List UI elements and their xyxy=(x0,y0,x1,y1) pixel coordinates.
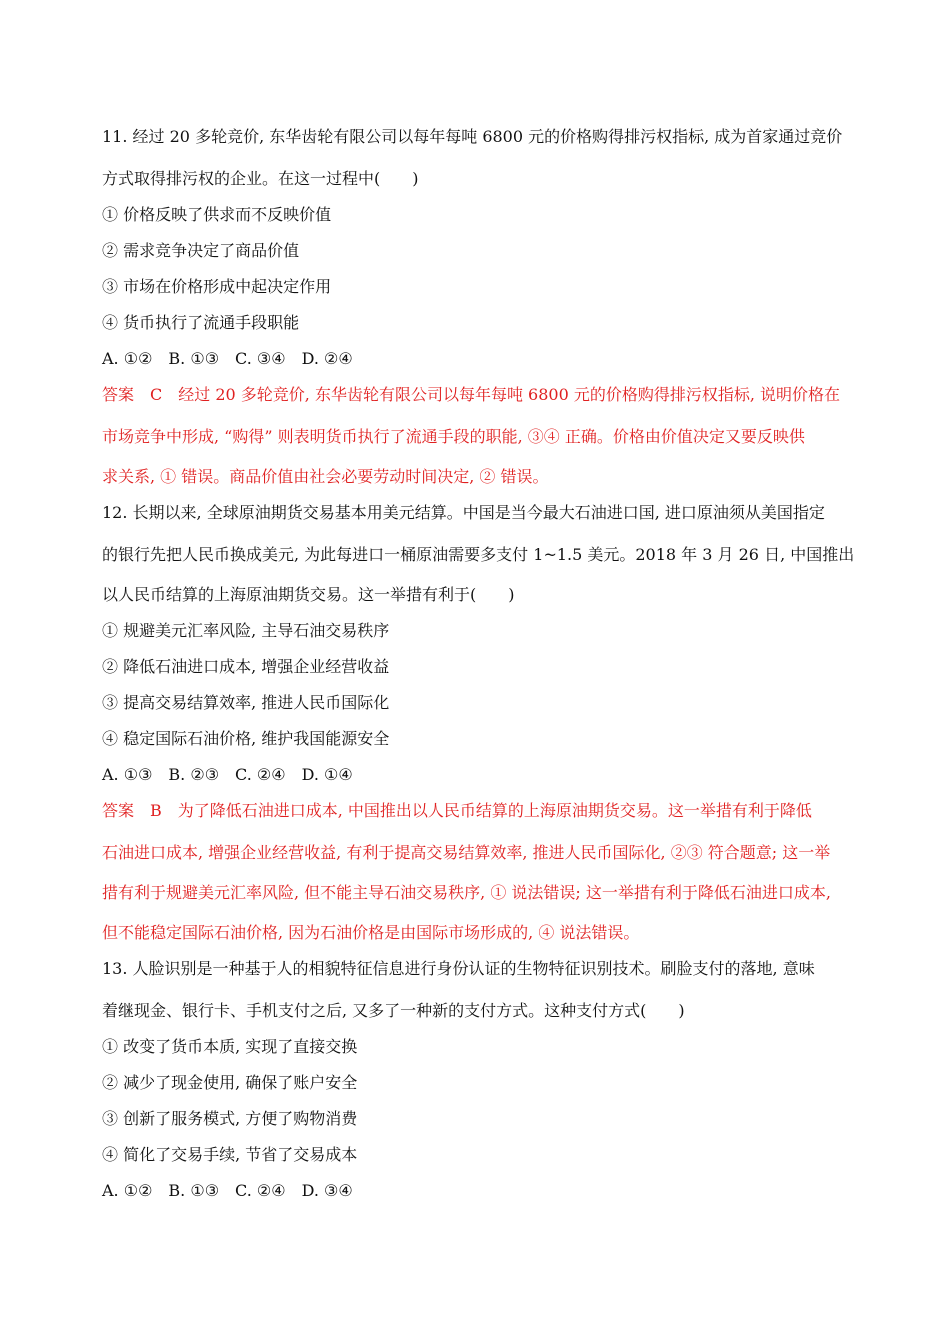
q12-option-3: ③ 提高交易结算效率, 推进人民币国际化 xyxy=(102,693,390,712)
q12-option-2: ② 降低石油进口成本, 增强企业经营收益 xyxy=(102,657,390,676)
q13-option-2: ② 减少了现金使用, 确保了账户安全 xyxy=(102,1073,358,1092)
q11-option-3: ③ 市场在价格形成中起决定作用 xyxy=(102,277,332,296)
q13-option-4: ④ 简化了交易手续, 节省了交易成本 xyxy=(102,1145,358,1164)
q12-answer-line-2: 石油进口成本, 增强企业经营收益, 有利于提高交易结算效率, 推进人民币国际化, ②③ 符合题意; 这一举 xyxy=(102,843,831,862)
q11-option-2: ② 需求竞争决定了商品价值 xyxy=(102,241,300,260)
q11-answer-line-2: 市场竞争中形成, “购得” 则表明货币执行了流通手段的职能, ③④ 正确。价格由价值决定又要反映供 xyxy=(102,427,805,446)
q11-answer-line-1: 答案 C 经过 20 多轮竞价, 东华齿轮有限公司以每年每吨 6800 元的价格购得排污权指标, 说明价格在 xyxy=(102,385,841,404)
q13-choices: A. ①② B. ①③ C. ②④ D. ③④ xyxy=(102,1181,353,1200)
q12-answer-line-1: 答案 B 为了降低石油进口成本, 中国推出以人民币结算的上海原油期货交易。这一举措有利于降低 xyxy=(102,801,812,820)
q12-choices: A. ①③ B. ②③ C. ②④ D. ①④ xyxy=(102,765,353,784)
q12-option-1: ① 规避美元汇率风险, 主导石油交易秩序 xyxy=(102,621,390,640)
q11-option-4: ④ 货币执行了流通手段职能 xyxy=(102,313,300,332)
q12-option-4: ④ 稳定国际石油价格, 维护我国能源安全 xyxy=(102,729,390,748)
q13-option-3: ③ 创新了服务模式, 方便了购物消费 xyxy=(102,1109,358,1128)
q12-answer-line-3: 措有利于规避美元汇率风险, 但不能主导石油交易秩序, ① 说法错误; 这一举措有利于降低石油进口成本, xyxy=(102,883,831,902)
q12-answer-line-4: 但不能稳定国际石油价格, 因为石油价格是由国际市场形成的, ④ 说法错误。 xyxy=(102,923,640,942)
q12-stem-line-3: 以人民币结算的上海原油期货交易。这一举措有利于( ) xyxy=(102,585,515,604)
q12-stem-line-2: 的银行先把人民币换成美元, 为此每进口一桶原油需要多支付 1~1.5 美元。2018 年 3 月 26 日, 中国推出 xyxy=(102,545,855,564)
q13-stem-line-2: 着继现金、银行卡、手机支付之后, 又多了一种新的支付方式。这种支付方式( ) xyxy=(102,1001,685,1020)
q11-option-1: ① 价格反映了供求而不反映价值 xyxy=(102,205,332,224)
q13-stem-line-1: 13. 人脸识别是一种基于人的相貌特征信息进行身份认证的生物特征识别技术。刷脸支付的落地, 意味 xyxy=(102,959,815,978)
q11-stem-line-2: 方式取得排污权的企业。在这一过程中( ) xyxy=(102,169,419,188)
q11-answer-line-3: 求关系, ① 错误。商品价值由社会必要劳动时间决定, ② 错误。 xyxy=(102,467,549,486)
q11-stem-line-1: 11. 经过 20 多轮竞价, 东华齿轮有限公司以每年每吨 6800 元的价格购得排污权指标, 成为首家通过竞价 xyxy=(102,127,843,146)
q13-option-1: ① 改变了货币本质, 实现了直接交换 xyxy=(102,1037,358,1056)
q11-choices: A. ①② B. ①③ C. ③④ D. ②④ xyxy=(102,349,353,368)
q12-stem-line-1: 12. 长期以来, 全球原油期货交易基本用美元结算。中国是当今最大石油进口国, 进口原油须从美国指定 xyxy=(102,503,825,522)
